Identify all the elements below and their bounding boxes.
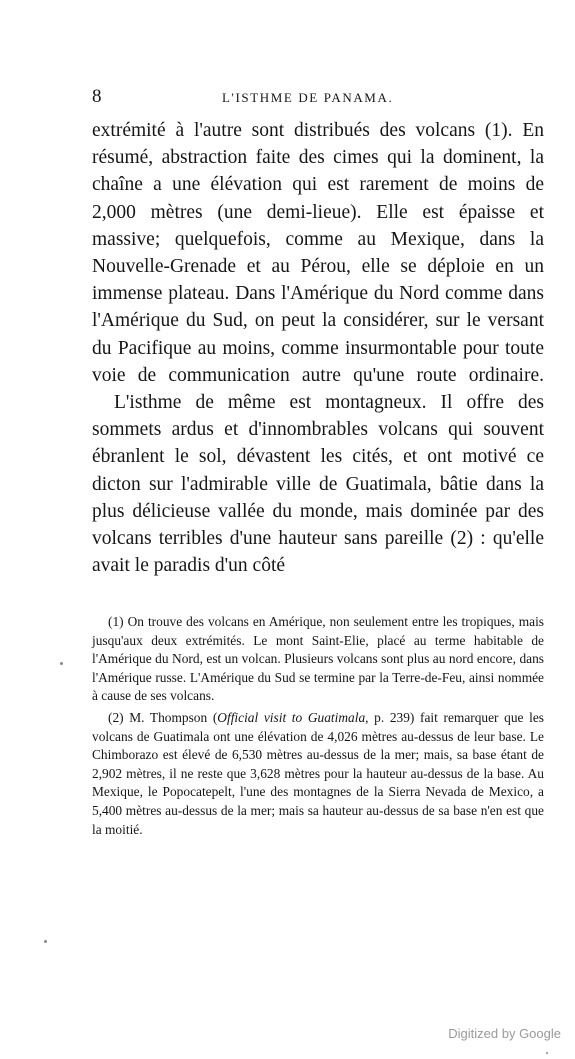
scan-speck [546, 1052, 548, 1054]
footnotes [92, 613, 544, 842]
footnote-2-citation: Official visit to Guatimala [217, 709, 366, 725]
digitized-watermark: Digitized by Google [448, 1026, 561, 1041]
footnote-2-lead: (2) M. Thompson ( [108, 709, 218, 725]
footnote-1: (1) On trouve des volcans en Amérique, non seulement entre les tropiques, mais jusqu'aux deux extrémités. Le mont Saint-Elie, placé au terme habitable de l'Amérique du Nord, est un volcan. Plusieurs volcans sont plus au nord encore, dans l'Amérique russe. L'Amérique du Sud se termine par la Terre-de-Feu, ainsi nommée à cause de ses volcans. [92, 614, 544, 704]
body-text [92, 117, 544, 579]
scan-speck [60, 662, 63, 665]
footnote-2-rest: , p. 239) fait remarquer que les volcans de Guatimala ont une élévation de 4,026 mètres au-dessus de leur base. Le Chimborazo est élevé de 6,530 mètres au-dessus de la mer; mais, sa base étant de 2,902 mètres, il ne reste que 3,628 mètres pour la hauteur au-dessus de la base. Au Mexique, le Popocatepelt, l'une des montagnes de la Sierra Nevada de Mexico, a 5,400 mètres au-dessus de la mer; mais sa hauteur au-dessus de sa base n'en est que la moitié. [92, 709, 545, 837]
paragraph-2: L'isthme de même est montagneux. Il offre des sommets ardus et d'innombrables volcans qui souvent ébranlent le sol, dévastent les cités, et ont motivé ce dicton sur l'admirable ville de Guatimala, bâtie dans la plus délicieuse vallée du monde, mais dominée par des volcans terribles d'une hauteur sans pareille (2) : qu'elle avait le paradis d'un côté [92, 392, 544, 577]
page-header [92, 86, 544, 110]
scan-speck [44, 940, 47, 943]
paragraph-1: extrémité à l'autre sont distribués des volcans (1). En résumé, abstraction faite des cimes qui la dominent, la chaîne a une élévation qui est rarement de moins de 2,000 mètres (une demi-lieue). Elle est épaisse et massive; quelquefois, comme au Mexique, dans la Nouvelle-Grenade et au Pérou, elle se déploie en un immense plateau. Dans l'Amérique du Nord comme dans l'Amérique du Sud, on peut la considérer, sur le versant du Pacifique au moins, comme insurmontable pour toute voie de communication autre qu'une route ordinaire. [92, 120, 544, 386]
running-title: L'ISTHME DE PANAMA. [222, 90, 394, 105]
page-number: 8 [92, 86, 102, 107]
footnote-2 [92, 709, 544, 839]
